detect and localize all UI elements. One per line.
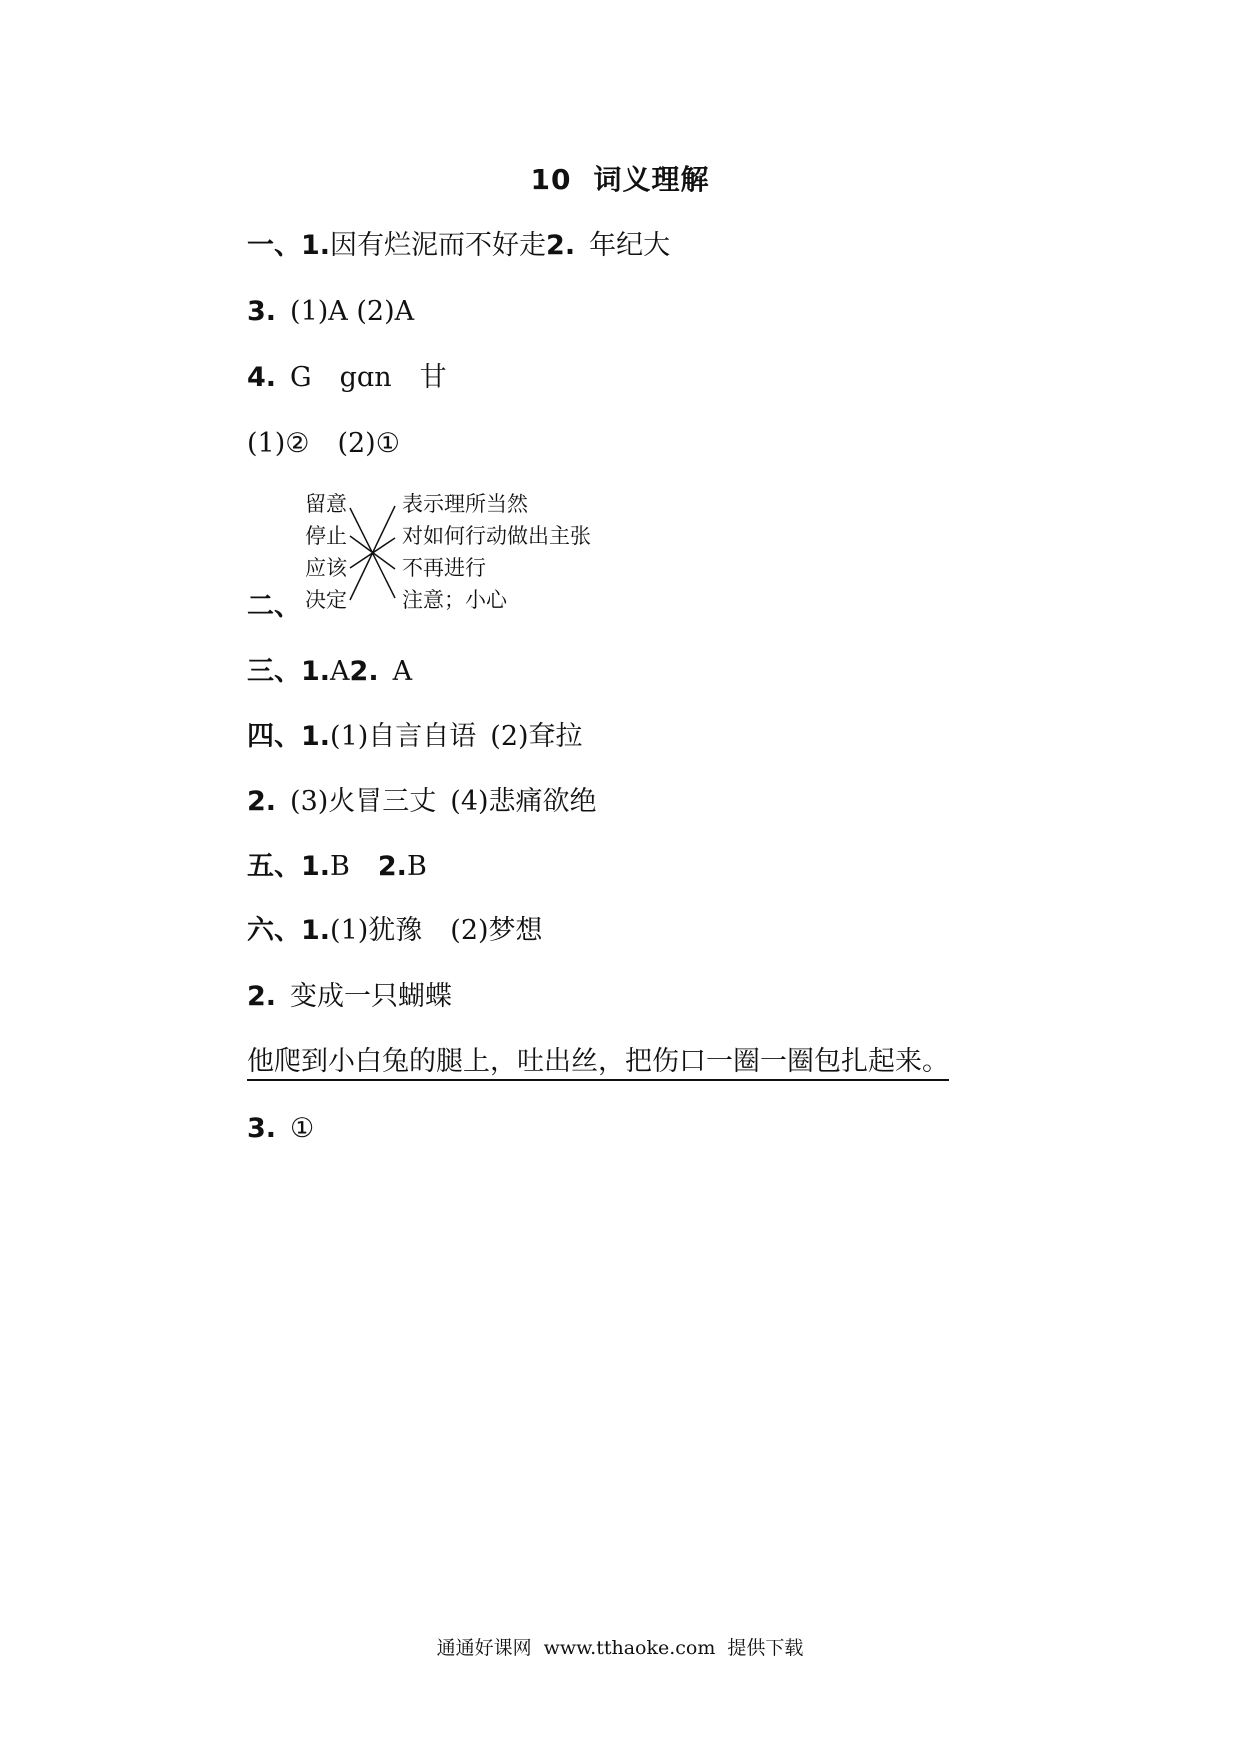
section1-q4-sub2: (2)①	[337, 428, 400, 459]
section1-q4-num: 4.	[247, 362, 277, 393]
match-left-item: 决定	[305, 588, 347, 612]
section4-q2-a: (3)火冒三丈	[290, 786, 437, 817]
section4-q1-num: 1.	[301, 721, 331, 752]
section6-line1	[247, 914, 543, 948]
section3-q2-num: 2.	[349, 656, 379, 687]
section5-q1-num: 1.	[301, 851, 331, 882]
footer-site-name: 通通好课网	[436, 1637, 532, 1659]
section4-prefix: 四、	[247, 721, 301, 752]
match-right-item: 对如何行动做出主张	[402, 524, 591, 548]
page-footer	[0, 1633, 1240, 1660]
section3-q2-answer: A	[392, 656, 413, 687]
section3-q1-answer: A	[330, 656, 350, 687]
section6-line2	[247, 980, 452, 1014]
section5-q2-answer: B	[406, 851, 427, 882]
match-left-item: 应该	[305, 556, 347, 580]
section1-q2-answer: 年纪大	[589, 230, 671, 261]
section1-q3-num: 3.	[247, 296, 277, 327]
page-title	[0, 158, 1240, 198]
section1-q2-num: 2.	[546, 230, 576, 261]
section1-line4	[247, 427, 400, 461]
section6-q1-b: (2)梦想	[450, 915, 543, 946]
section6-line4	[247, 1112, 314, 1146]
section6-q3-answer: ①	[290, 1113, 315, 1144]
footer-suffix: 提供下载	[727, 1637, 804, 1659]
section4-q2-b: (4)悲痛欲绝	[450, 786, 597, 817]
section6-q2-sentence: 他爬到小白兔的腿上，吐出丝，把伤口一圈一圈包扎起来。	[247, 1046, 949, 1081]
section6-q1-a: (1)犹豫	[330, 915, 423, 946]
section1-line1	[247, 229, 670, 263]
section1-q4-char: 甘	[419, 362, 447, 393]
section4-q2-num: 2.	[247, 786, 277, 817]
section6-q2-num: 2.	[247, 981, 277, 1012]
matching-left-column	[305, 488, 347, 616]
matching-right-column	[402, 488, 591, 616]
matching-exercise	[247, 488, 667, 622]
section1-q4-pinyin: gɑn	[339, 362, 392, 393]
section4-q1-a: (1)自言自语	[330, 721, 477, 752]
section6-line3	[247, 1045, 949, 1079]
section6-prefix: 六、	[247, 915, 301, 946]
section4-line2	[247, 785, 597, 819]
match-right-item: 注意；小心	[402, 588, 507, 612]
section1-q4-sub: (1)②	[247, 428, 310, 459]
section1-q1-answer: 因有烂泥而不好走	[330, 230, 547, 261]
section3-q1-num: 1.	[301, 656, 331, 687]
title-number: 10	[530, 163, 572, 196]
match-right-item: 表示理所当然	[402, 492, 528, 516]
section1-q4-letter: G	[290, 362, 312, 393]
section1-q3-answer: (1)A (2)A	[290, 296, 415, 327]
footer-url: www.tthaoke.com	[543, 1637, 716, 1659]
title-text: 词义理解	[593, 163, 710, 196]
section1-q1-num: 1.	[301, 230, 331, 261]
section1-prefix: 一、	[247, 230, 301, 261]
section6-q2-answer: 变成一只蝴蝶	[290, 981, 453, 1012]
section3-prefix: 三、	[247, 656, 301, 687]
section4-line1	[247, 720, 583, 754]
section5-q2-num: 2.	[377, 851, 407, 882]
section5-q1-answer: B	[330, 851, 350, 882]
section5-prefix: 五、	[247, 851, 301, 882]
section2-prefix: 二、	[247, 591, 301, 622]
section6-q1-num: 1.	[301, 915, 331, 946]
match-right-item: 不再进行	[402, 556, 486, 580]
section1-line3	[247, 361, 447, 395]
section5-line	[247, 850, 427, 884]
section3-line	[247, 655, 412, 689]
section6-q3-num: 3.	[247, 1113, 277, 1144]
section4-q1-b: (2)耷拉	[490, 721, 583, 752]
section1-line2	[247, 295, 414, 329]
match-left-item: 留意	[305, 492, 347, 516]
match-left-item: 停止	[305, 524, 347, 548]
